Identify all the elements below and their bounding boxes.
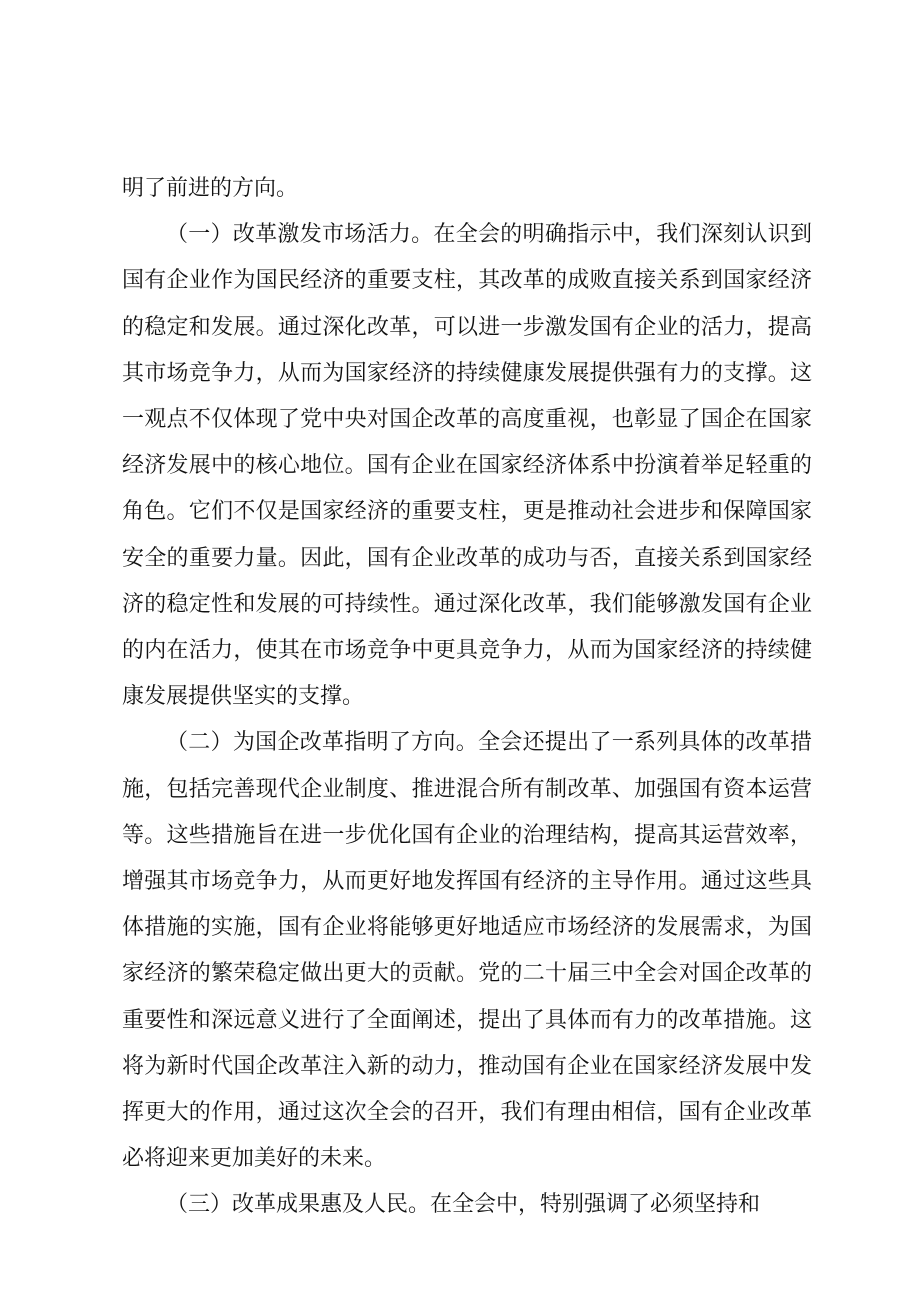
paragraph-section-two: （二）为国企改革指明了方向。全会还提出了一系列具体的改革措施，包括完善现代企业制度、推进混合所有制改革、加强国有资本运营等。这些措施旨在进一步优化国有企业的治理结构，提高其运营效率，增强其市场竞争力，从而更好地发挥国有经济的主导作用。通过这些具体措施的实施，国有企业将能够更好地适应市场经济的发展需求，为国家经济的繁荣稳定做出更大的贡献。党的二十届三中全会对国企改革的重要性和深远意义进行了全面阐述，提出了具体而有力的改革措施。这将为新时代国企改革注入新的动力，推动国有企业在国家经济发展中发挥更大的作用，通过这次全会的召开，我们有理由相信，国有企业改革必将迎来更加美好的未来。 bbox=[122, 730, 812, 1172]
paragraph-section-three: （三）改革成果惠及人民。在全会中，特别强调了必须坚持和 bbox=[166, 1192, 761, 1218]
body-text bbox=[122, 166, 812, 1229]
paragraph-section-one: （一）改革激发市场活力。在全会的明确指示中，我们深刻认识到国有企业作为国民经济的重要支柱，其改革的成败直接关系到国家经济的稳定和发展。通过深化改革，可以进一步激发国有企业的活力，提高其市场竞争力，从而为国家经济的持续健康发展提供强有力的支撑。这一观点不仅体现了党中央对国企改革的高度重视，也彰显了国企在国家经济发展中的核心地位。国有企业在国家经济体系中扮演着举足轻重的角色。它们不仅是国家经济的重要支柱，更是推动社会进步和保障国家安全的重要力量。因此，国有企业改革的成功与否，直接关系到国家经济的稳定性和发展的可持续性。通过深化改革，我们能够激发国有企业的内在活力，使其在市场竞争中更具竞争力，从而为国家经济的持续健康发展提供坚实的支撑。 bbox=[122, 222, 812, 710]
paragraph-continuation: 明了前进的方向。 bbox=[122, 176, 299, 201]
